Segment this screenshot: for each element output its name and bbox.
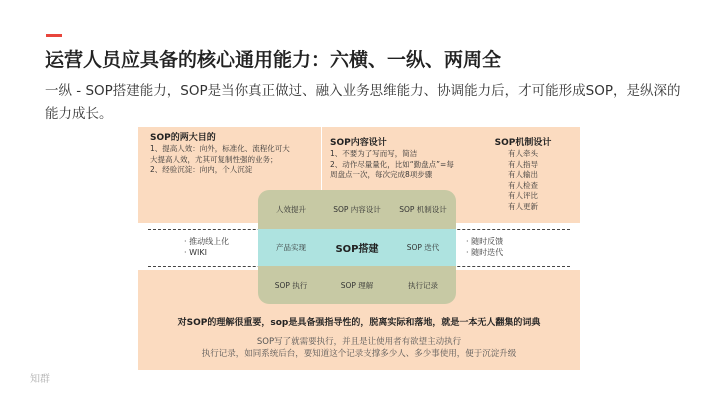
card-line: 有人指导 bbox=[508, 159, 538, 169]
bottom-notes bbox=[138, 336, 580, 360]
matrix-cell: 产品实现 bbox=[276, 243, 306, 252]
watermark-text: 知群 bbox=[30, 374, 50, 385]
card-line: 有人检查 bbox=[508, 180, 538, 190]
matrix-cell: SOP 内容设计 bbox=[333, 205, 381, 214]
card-line: 2、经验沉淀：向内，个人沉淀 bbox=[150, 165, 253, 174]
bottom-note-line: 执行记录，如同系统后台，要知道这个记录支撑多少人、多少事使用，便于沉淀升级 bbox=[201, 349, 517, 359]
card-sop-content-design bbox=[330, 137, 470, 181]
card-sop-purpose bbox=[150, 132, 320, 176]
matrix-cell-core: SOP搭建 bbox=[335, 244, 379, 255]
matrix-cell: 人效提升 bbox=[276, 205, 306, 214]
card-line: 有人牵头 bbox=[508, 149, 538, 158]
card-line: 有人评比 bbox=[508, 191, 538, 200]
list-item: · 随时反馈 bbox=[466, 237, 504, 246]
list-item: · WIKI bbox=[184, 248, 207, 257]
matrix-cell: SOP 理解 bbox=[340, 280, 374, 290]
card-line: 有人输出 bbox=[508, 170, 538, 179]
bottom-note-line: SOP写了就需要执行，并且是让使用者有欲望主动执行 bbox=[256, 337, 462, 347]
matrix-cell: SOP 机制设计 bbox=[399, 205, 447, 214]
card-line: 有人更新 bbox=[508, 201, 538, 211]
card-line: 大提高人效，尤其可复制性强的业务； bbox=[150, 154, 278, 164]
left-list bbox=[184, 236, 229, 258]
card-heading: SOP机制设计 bbox=[494, 138, 552, 148]
card-heading: SOP的两大目的 bbox=[150, 133, 216, 143]
card-heading: SOP内容设计 bbox=[330, 138, 387, 148]
page-subtitle: 一纵 - SOP搭建能力，SOP是当你真正做过、融入业务思维能力、协调能力后，才可能形成SOP，是纵深的能力成长。 bbox=[45, 83, 681, 122]
bottom-headline: 对SOP的理解很重要，sop是具备强指导性的，脱离实际和落地，就是一本无人翻集的词典 bbox=[177, 318, 541, 328]
matrix-cell: SOP 迭代 bbox=[406, 243, 440, 252]
sop-diagram bbox=[138, 127, 580, 370]
card-line: 1、提高人效：向外，标准化、流程化可大 bbox=[150, 144, 290, 153]
sop-matrix bbox=[258, 190, 456, 304]
matrix-cell: SOP 执行 bbox=[274, 280, 308, 290]
matrix-cell: 执行记录 bbox=[408, 280, 438, 290]
card-line: 周盘点一次，每次完成8项步骤 bbox=[330, 170, 433, 179]
list-item: · 推动线上化 bbox=[184, 237, 230, 246]
card-line: 1、不要为了写而写，简洁 bbox=[330, 149, 418, 158]
card-line: 2、动作尽量量化，比如“勤盘点”=每 bbox=[330, 159, 454, 169]
title-accent-bar bbox=[46, 34, 62, 37]
page-title: 运营人员应具备的核心通用能力：六横、一纵、两周全 bbox=[45, 49, 502, 71]
right-list bbox=[466, 236, 503, 258]
card-sop-mechanism-design bbox=[483, 137, 563, 212]
list-item: · 随时迭代 bbox=[466, 248, 504, 257]
